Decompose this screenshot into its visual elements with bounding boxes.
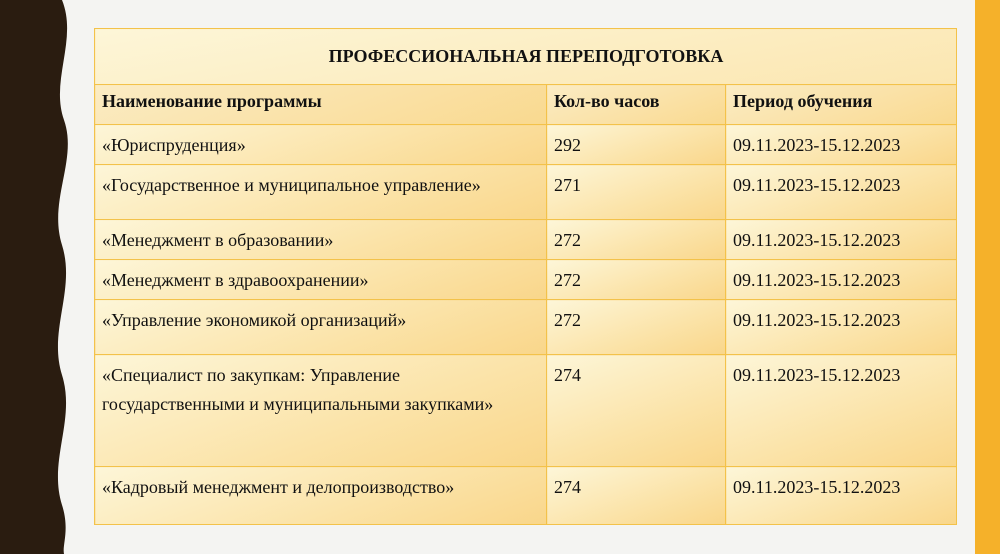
cell-hours: 292 [547, 125, 726, 165]
cell-period: 09.11.2023-15.12.2023 [726, 125, 957, 165]
cell-hours: 272 [547, 260, 726, 300]
cell-hours: 274 [547, 467, 726, 525]
header-program: Наименование программы [95, 85, 547, 125]
header-period: Период обучения [726, 85, 957, 125]
table-row [95, 467, 957, 525]
table-header-row [95, 85, 957, 125]
cell-period: 09.11.2023-15.12.2023 [726, 300, 957, 355]
cell-period: 09.11.2023-15.12.2023 [726, 165, 957, 220]
cell-hours: 272 [547, 300, 726, 355]
cell-program: «Специалист по закупкам: Управление государственными и муниципальными закупками» [95, 355, 547, 467]
cell-period: 09.11.2023-15.12.2023 [726, 355, 957, 467]
cell-period: 09.11.2023-15.12.2023 [726, 260, 957, 300]
table-row [95, 125, 957, 165]
cell-program: «Кадровый менеджмент и делопроизводство» [95, 467, 547, 525]
cell-program: «Управление экономикой организаций» [95, 300, 547, 355]
cell-hours: 272 [547, 220, 726, 260]
cell-program: «Юриспруденция» [95, 125, 547, 165]
wavy-edge-decoration [0, 0, 80, 554]
cell-program: «Менеджмент в здравоохранении» [95, 260, 547, 300]
table-row [95, 165, 957, 220]
table-row [95, 220, 957, 260]
table-title: ПРОФЕССИОНАЛЬНАЯ ПЕРЕПОДГОТОВКА [95, 29, 957, 85]
cell-hours: 271 [547, 165, 726, 220]
table-row [95, 260, 957, 300]
cell-program: «Государственное и муниципальное управление» [95, 165, 547, 220]
header-hours: Кол-во часов [547, 85, 726, 125]
cell-program: «Менеджмент в образовании» [95, 220, 547, 260]
cell-hours: 274 [547, 355, 726, 467]
accent-bar [975, 0, 1000, 554]
table-title-row [95, 29, 957, 85]
retraining-table [94, 28, 957, 525]
cell-period: 09.11.2023-15.12.2023 [726, 220, 957, 260]
table-row [95, 300, 957, 355]
table-row [95, 355, 957, 467]
cell-period: 09.11.2023-15.12.2023 [726, 467, 957, 525]
